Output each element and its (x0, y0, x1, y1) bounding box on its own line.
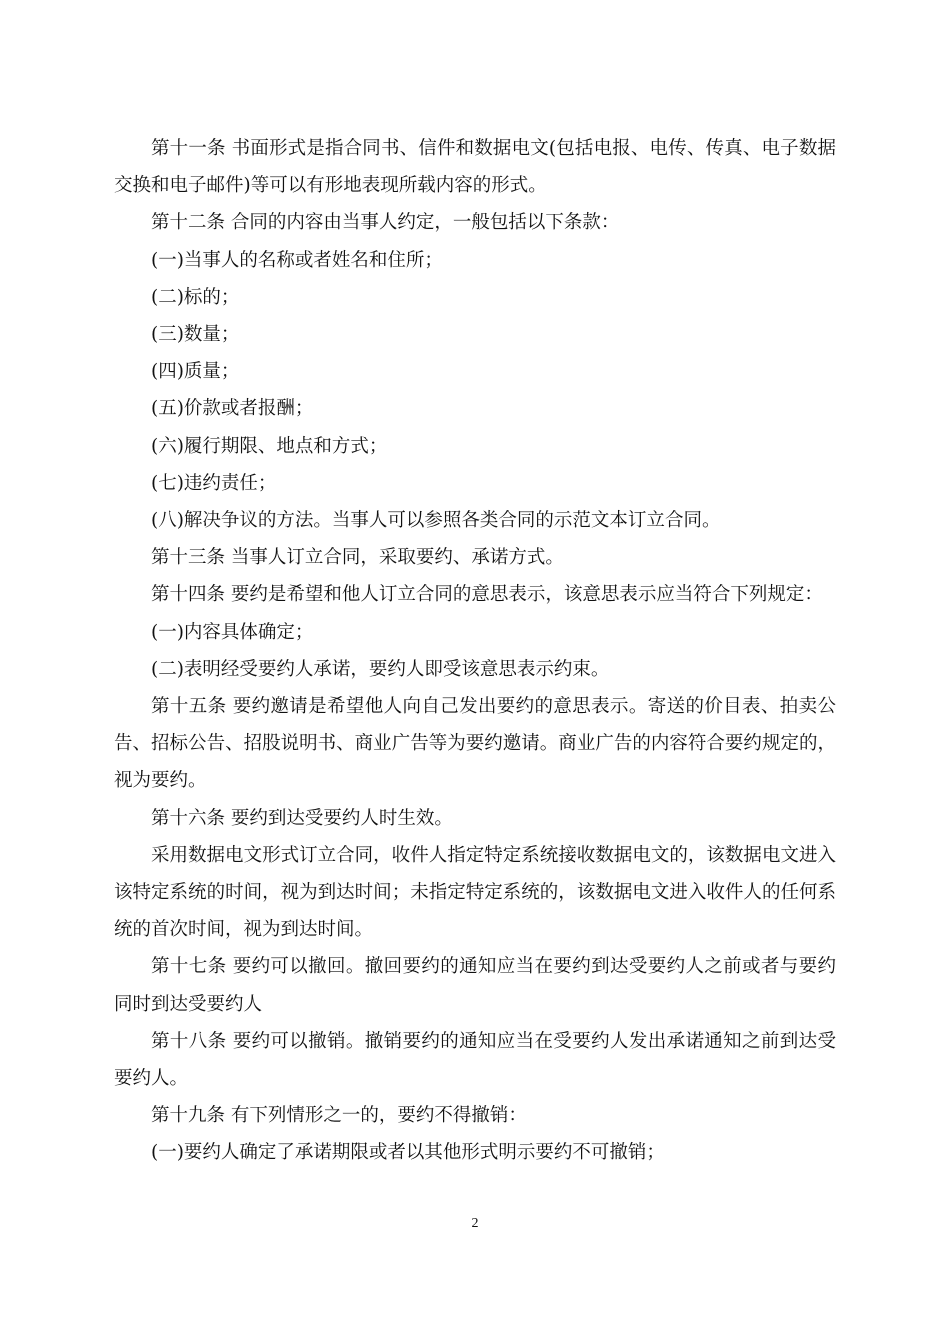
list-item-quantity: (三)数量； (151, 324, 240, 346)
list-item-bound-by-acceptance: (二)表明经受要约人承诺，要约人即受该意思表示约束。 (151, 658, 610, 680)
paragraph-article-12: 第十二条 合同的内容由当事人约定，一般包括以下条款： (151, 212, 620, 234)
list-item-specific-content: (一)内容具体确定； (151, 621, 314, 643)
paragraph-article-14: 第十四条 要约是希望和他人订立合同的意思表示，该意思表示应当符合下列规定： (151, 584, 823, 606)
document-body (114, 130, 836, 1172)
paragraph-data-message: 采用数据电文形式订立合同，收件人指定特定系统接收数据电文的，该数据电文进入该特定系统的时间，视为到达时间；未指定特定系统的，该数据电文进入收件人的任何系统的首次时间，视为到达时间。 (114, 844, 836, 941)
list-item-quality: (四)质量； (151, 361, 240, 383)
list-item-subject: (二)标的； (151, 286, 240, 308)
paragraph-article-16: 第十六条 要约到达受要约人时生效。 (151, 807, 453, 829)
list-item-dispute: (八)解决争议的方法。当事人可以参照各类合同的示范文本订立合同。 (151, 510, 721, 532)
paragraph-article-18: 第十八条 要约可以撤销。撤销要约的通知应当在受要约人发出承诺通知之前到达受要约人。 (114, 1030, 836, 1090)
paragraph-article-15: 第十五条 要约邀请是希望他人向自己发出要约的意思表示。寄送的价目表、拍卖公告、招标公告、招股说明书、商业广告等为要约邀请。商业广告的内容符合要约规定的，视为要约。 (114, 696, 836, 792)
paragraph-article-13: 第十三条 当事人订立合同，采取要约、承诺方式。 (151, 547, 564, 569)
paragraph-article-17: 第十七条 要约可以撤回。撤回要约的通知应当在要约到达受要约人之前或者与要约同时到达受要约人 (114, 956, 836, 1015)
page-number: 2 (471, 1216, 479, 1231)
list-item-irrevocable: (一)要约人确定了承诺期限或者以其他形式明示要约不可撤销； (151, 1142, 665, 1164)
list-item-liability: (七)违约责任； (151, 472, 277, 494)
list-item-price: (五)价款或者报酬； (151, 398, 314, 420)
paragraph-article-19: 第十九条 有下列情形之一的，要约不得撤销： (151, 1105, 527, 1127)
list-item-performance: (六)履行期限、地点和方式； (151, 435, 388, 457)
paragraph-article-11: 第十一条 书面形式是指合同书、信件和数据电文(包括电报、电传、传真、电子数据交换和电子邮件)等可以有形地表现所载内容的形式。 (114, 138, 836, 197)
list-item-party-names: (一)当事人的名称或者姓名和住所； (151, 249, 443, 271)
